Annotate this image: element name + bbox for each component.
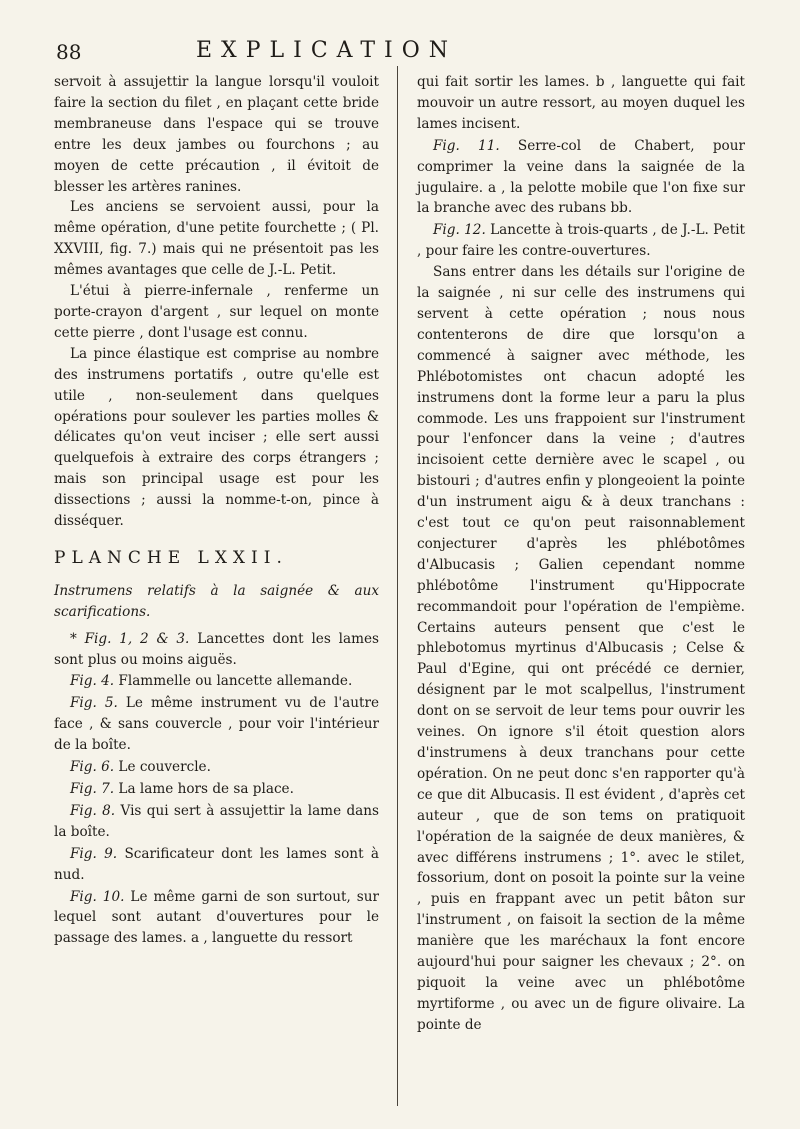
fig-caption <box>54 844 379 886</box>
fig-label: Fig. 8. <box>70 802 116 819</box>
right-paragraph-1: qui fait sortir les lames. b , languette qui fait mouvoir un autre ressort, au moyen duquel les lames incisent. <box>417 74 745 132</box>
right-column <box>417 72 745 1036</box>
left-paragraph-2: Les anciens se servoient aussi, pour la même opération, d'une petite fourchette ; ( Pl. XXVIII, fig. 7.) mais qui ne présentoit pas les mêmes avantages que celle de J.-L. Petit. <box>54 199 379 279</box>
fig-text: Serre-col de Chabert, pour comprimer la veine dans la saignée de la jugulaire. a , la pelotte mobile que l'on fixe sur la branche avec des rubans bb. <box>417 137 745 217</box>
fig-label: Fig. 9. <box>70 845 118 862</box>
right-paragraph-2: Sans entrer dans les détails sur l'origine de la saignée , ni sur celle des instrumens qui servent à cette opération ; nous nous contenterons de dire que lorsqu'on a commencé à saigner avec méthode, les Phlébotomistes ont chacun adopté les instrumens dont la forme leur a paru la plus commode. Les uns frappoient sur l'instrument pour l'enfoncer dans la veine ; d'autres incisoient cette dernière avec le scapel , ou bistouri ; d'autres enfin y plongeoient la pointe d'un instrument aigu & à deux tranchans : c'est tout ce qu'on peut raisonnablement conjecturer d'après les phlébotômes d'Albucasis ; Galien cependant nomme phlébotôme l'instrument qu'Hippocrate recommandoit pour l'opération de l'empième. Certains auteurs pensent que c'est le phlebotomus myrtinus d'Albucasis ; Celse & Paul d'Egine, qui ont précédé ce dernier, désignent par le mot scalpellus, l'instrument dont on se servoit de leur tems pour ouvrir les veines. On ignore s'il étoit question alors d'instrumens à deux tranchans pour cette opération. On ne peut donc s'en rapporter qu'à ce que dit Albucasis. Il est évident , d'après cet auteur , que de son tems on pratiquoit l'opération de la saignée de deux manières, & avec différens instrumens ; 1°. avec le stilet, fossorium, dont on posoit la pointe sur la veine , puis en frappant avec un petit bâton sur l'instrument , on faisoit la section de la même manière que les maréchaux la font encore aujourd'hui pour saigner les chevaux ; 2°. on piquoit la veine avec un phlébotôme myrtiforme , ou avec un de figure olivaire. La pointe de <box>417 264 745 1033</box>
fig-label: Fig. 4. <box>70 673 115 690</box>
left-column <box>54 72 379 949</box>
fig-text: Flammelle ou lancette allemande. <box>118 673 353 690</box>
fig-text: La lame hors de sa place. <box>118 781 294 797</box>
fig-label: Fig. 7. <box>70 781 115 797</box>
fig-label: Fig. 6. <box>70 759 115 776</box>
left-paragraph-4: La pince élastique est comprise au nombre des instrumens portatifs , outre qu'elle est utile , non-seulement dans quelques opérations pour soulever les parties molles & délicates qu'on veut inciser ; elle sert aussi quelquefois à extraire des corps étrangers ; mais son principal usage est pour les dissections ; aussi la nomme-t-on, pince à disséquer. <box>54 345 379 530</box>
column-divider <box>397 66 398 1106</box>
page-number: 88 <box>56 40 82 64</box>
fig-text: Le couvercle. <box>118 759 211 776</box>
fig-caption <box>54 671 379 692</box>
left-paragraph-1: servoit à assujettir la langue lorsqu'il vouloit faire la section du filet , en plaçant cette bride membraneuse dans l'espace qui se trouve entre les deux jambes ou fourchons ; au moyen de cette précaution , il évitoit de blesser les artères ranines. <box>54 74 379 195</box>
fig-caption <box>54 757 379 778</box>
fig-text: Le même garni de son surtout, sur lequel sont autant d'ouvertures pour le passage des lames. a , languette du ressort <box>54 888 379 947</box>
fig-label: Fig. 12. <box>433 222 486 239</box>
fig-caption <box>54 629 379 671</box>
fig-label: * Fig. 1, 2 & 3. <box>70 630 190 647</box>
fig-caption <box>54 801 379 843</box>
fig-label: Fig. 5. <box>70 695 118 712</box>
fig-label: Fig. 11. <box>433 137 500 154</box>
section-title: Instrumens relatifs à la saignée & aux scarifications. <box>54 582 379 620</box>
fig-caption <box>54 693 379 756</box>
fig-text: Le même instrument vu de l'autre face , & sans couvercle , pour voir l'intérieur de la boîte. <box>54 695 380 754</box>
fig-caption <box>54 779 379 800</box>
running-header <box>56 38 756 68</box>
fig-label: Fig. 10. <box>70 888 125 905</box>
fig-text: Vis qui sert à assujettir la lame dans la boîte. <box>54 802 380 840</box>
fig-text: Lancette à trois-quarts , de J.-L. Petit , pour faire les contre-ouvertures. <box>417 222 745 260</box>
running-title: EXPLICATION <box>196 38 457 63</box>
fig-text: Scarificateur dont les lames sont à nud. <box>54 845 379 883</box>
left-paragraph-3: L'étui à pierre-infernale , renferme un porte-crayon d'argent , sur lequel on monte cette pierre , dont l'usage est connu. <box>54 283 379 341</box>
fig-caption <box>417 220 745 262</box>
fig-text: Lancettes dont les lames sont plus ou moins aiguës. <box>54 630 379 668</box>
fig-caption <box>54 887 379 950</box>
plate-title: PLANCHE LXXII. <box>54 547 288 568</box>
fig-caption <box>417 136 745 220</box>
